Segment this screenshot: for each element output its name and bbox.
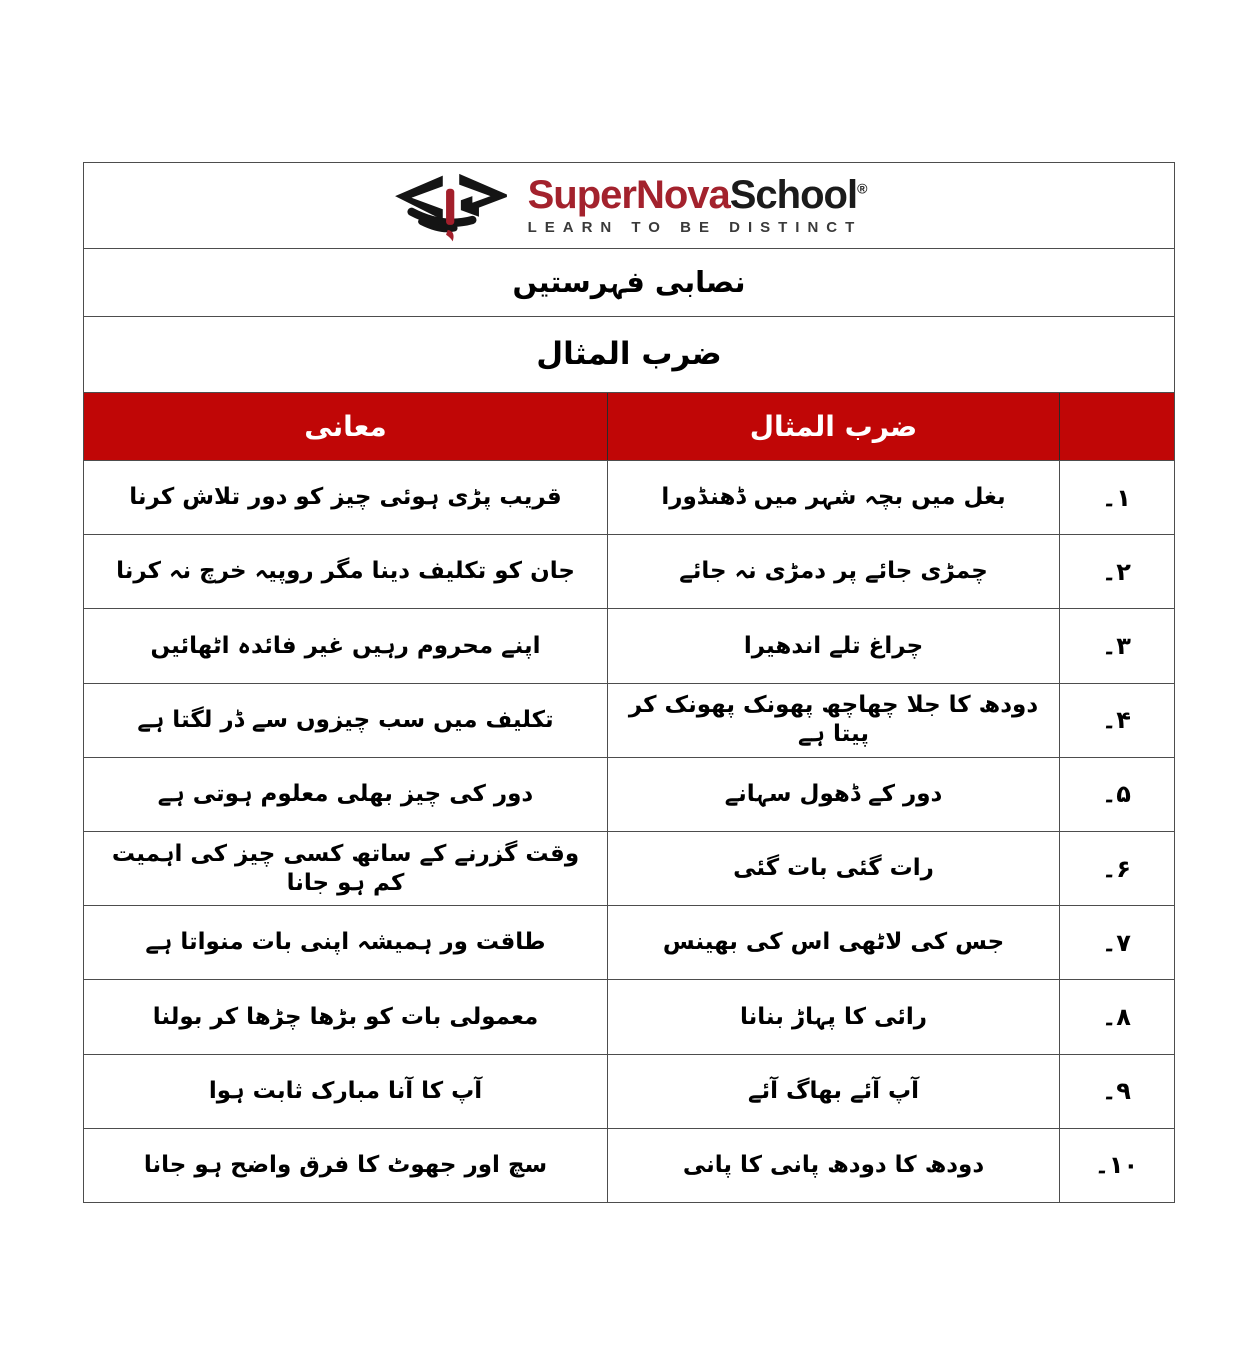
meaning-text: قریب پڑی ہوئی چیز کو دور تلاش کرنا <box>129 484 562 511</box>
proverb-cell <box>607 461 1059 534</box>
header-meaning-cell <box>84 393 607 460</box>
proverb-text: چراغ تلے اندھیرا <box>743 632 924 659</box>
proverb-cell <box>607 684 1059 757</box>
number-cell <box>1059 535 1173 608</box>
table-row <box>84 905 1174 979</box>
table-row <box>84 1054 1174 1128</box>
proverb-cell <box>607 906 1059 979</box>
meaning-text: طاقت ور ہمیشہ اپنی بات منواتا ہے <box>145 929 546 956</box>
proverb-cell <box>607 1129 1059 1202</box>
table-row <box>84 979 1174 1053</box>
proverb-cell <box>607 535 1059 608</box>
meaning-text: آپ کا آنا مبارک ثابت ہوا <box>208 1077 483 1104</box>
page-subtitle: ضرب المثال <box>536 336 722 373</box>
number-cell <box>1059 461 1173 534</box>
number-cell <box>1059 832 1173 905</box>
proverbs-table <box>83 162 1175 1203</box>
row-number: ۵۔ <box>1102 780 1131 809</box>
meaning-text: تکلیف میں سب چیزوں سے ڈر لگتا ہے <box>137 706 554 733</box>
meaning-cell <box>84 906 607 979</box>
meaning-cell <box>84 609 607 682</box>
table-row <box>84 831 1174 905</box>
logo-text <box>528 175 867 236</box>
number-cell <box>1059 758 1173 831</box>
header-proverb-cell <box>607 393 1059 460</box>
number-cell <box>1059 1055 1173 1128</box>
registered-trademark-icon: ® <box>857 180 867 197</box>
column-header-proverb: ضرب المثال <box>749 410 918 443</box>
logo-row <box>84 163 1174 248</box>
proverb-cell <box>607 832 1059 905</box>
proverb-text: دودھ کا دودھ پانی کا پانی <box>682 1151 985 1178</box>
brand-tagline: LEARN TO BE DISTINCT <box>527 219 863 236</box>
title-row <box>84 248 1174 316</box>
table-row <box>84 534 1174 608</box>
meaning-text: جان کو تکلیف دینا مگر روپیہ خرچ نہ کرنا <box>116 558 575 585</box>
subtitle-row <box>84 316 1174 392</box>
meaning-cell <box>84 461 607 534</box>
number-cell <box>1059 1129 1173 1202</box>
table-row <box>84 757 1174 831</box>
proverb-text: رات گئی بات گئی <box>733 855 934 882</box>
proverb-text: بغل میں بچہ شہر میں ڈھنڈورا <box>661 484 1006 511</box>
table-row <box>84 460 1174 534</box>
proverb-text: دودھ کا جلا چھاچھ پھونک پھونک کر پیتا ہے <box>628 692 1039 748</box>
proverb-text: رائی کا پہاڑ بنانا <box>740 1003 927 1030</box>
table-row <box>84 1128 1174 1202</box>
brand-name-secondary: School <box>729 173 858 217</box>
row-number: ۱۰۔ <box>1094 1151 1139 1180</box>
number-cell <box>1059 980 1173 1053</box>
row-number: ۶۔ <box>1102 854 1131 883</box>
row-number: ۹۔ <box>1102 1077 1131 1106</box>
title-cell <box>84 249 1174 316</box>
table-row <box>84 683 1174 757</box>
column-header-meaning: معانی <box>304 410 387 443</box>
row-number: ۲۔ <box>1102 557 1131 586</box>
meaning-text: وقت گزرنے کے ساتھ کسی چیز کی اہمیت کم ہو جانا <box>111 840 580 896</box>
proverb-text: آپ آئے بھاگ آئے <box>747 1077 920 1104</box>
proverb-cell <box>607 609 1059 682</box>
page-title: نصابی فہرستیں <box>512 265 746 300</box>
header-number-cell <box>1059 393 1173 460</box>
meaning-cell <box>84 758 607 831</box>
logo-cell <box>84 163 1174 248</box>
meaning-text: سچ اور جھوٹ کا فرق واضح ہو جانا <box>143 1151 548 1178</box>
row-number: ۱۔ <box>1102 483 1131 512</box>
proverb-cell <box>607 980 1059 1053</box>
proverb-cell <box>607 1055 1059 1128</box>
subtitle-cell <box>84 317 1174 392</box>
meaning-cell <box>84 980 607 1053</box>
meaning-cell <box>84 1129 607 1202</box>
proverb-cell <box>607 758 1059 831</box>
meaning-text: معمولی بات کو بڑھا چڑھا کر بولنا <box>152 1003 539 1030</box>
meaning-cell <box>84 684 607 757</box>
proverb-text: دور کے ڈھول سہانے <box>724 780 943 807</box>
number-cell <box>1059 609 1173 682</box>
table-row <box>84 608 1174 682</box>
number-cell <box>1059 906 1173 979</box>
school-logo <box>392 169 867 243</box>
row-number: ۳۔ <box>1102 631 1131 660</box>
graduation-cap-icon <box>392 169 510 243</box>
meaning-cell <box>84 832 607 905</box>
number-cell <box>1059 684 1173 757</box>
proverb-text: چمڑی جائے پر دمڑی نہ جائے <box>679 558 988 585</box>
row-number: ۴۔ <box>1102 706 1131 735</box>
row-number: ۸۔ <box>1102 1002 1131 1031</box>
table-header-row <box>84 392 1174 460</box>
meaning-cell <box>84 1055 607 1128</box>
proverb-text: جس کی لاٹھی اس کی بھینس <box>662 929 1005 956</box>
meaning-cell <box>84 535 607 608</box>
meaning-text: دور کی چیز بھلی معلوم ہوتی ہے <box>157 780 534 807</box>
row-number: ۷۔ <box>1102 928 1131 957</box>
meaning-text: اپنے محروم رہیں غیر فائدہ اٹھائیں <box>150 632 541 659</box>
brand-name-primary: SuperNova <box>527 173 730 217</box>
brand-name <box>528 175 867 215</box>
